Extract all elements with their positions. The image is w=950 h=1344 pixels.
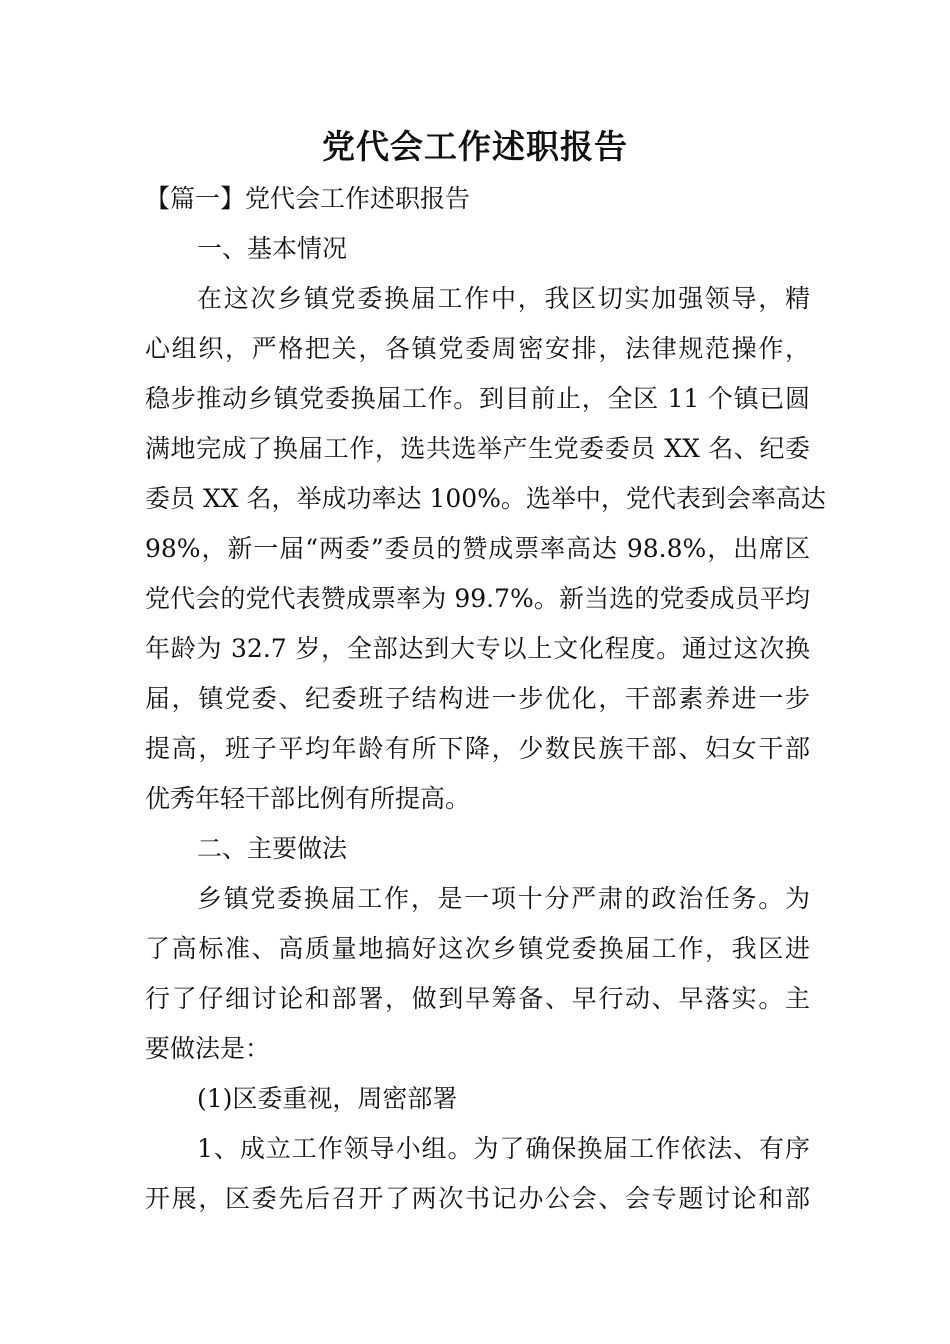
text-line: 要做法是： (145, 1034, 271, 1063)
text-line: 稳步推动乡镇党委换届工作。到目前止，全区 11 个镇已圆 (145, 384, 810, 413)
text-line: 党代会的党代表赞成票率为 99.7%。新当选的党委成员平均 (145, 584, 810, 613)
text-line: 开展，区委先后召开了两次书记办公会、会专题讨论和部 (145, 1184, 810, 1213)
text-line: 年龄为 32.7 岁，全部达到大专以上文化程度。通过这次换 (145, 634, 810, 663)
document-title: 党代会工作述职报告 (322, 127, 628, 166)
text-line: 优秀年轻干部比例有所提高。 (145, 784, 471, 813)
text-line: 二、主要做法 (197, 834, 348, 863)
section-heading: 【篇一】党代会工作述职报告 (145, 184, 471, 213)
text-line: 1、成立工作领导小组。为了确保换届工作依法、有序 (197, 1134, 810, 1163)
text-line: 行了仔细讨论和部署，做到早筹备、早行动、早落实。主 (145, 984, 810, 1013)
text-line: 委员 XX 名，举成功率达 100%。选举中，党代表到会率高达 (145, 484, 826, 513)
text-line: 98%，新一届“两委”委员的赞成票率高达 98.8%，出席区 (145, 534, 810, 563)
text-line: 届，镇党委、纪委班子结构进一步优化，干部素养进一步 (145, 684, 810, 713)
text-line: 心组织，严格把关，各镇党委周密安排，法律规范操作， (145, 334, 810, 363)
text-line: 提高，班子平均年龄有所下降，少数民族干部、妇女干部 (145, 734, 810, 763)
text-line: 乡镇党委换届工作，是一项十分严肃的政治任务。为 (197, 884, 810, 913)
text-line: 满地完成了换届工作，选共选举产生党委委员 XX 名、纪委 (145, 434, 810, 463)
text-line: 一、基本情况 (197, 234, 348, 263)
text-line: (1)区委重视，周密部署 (197, 1084, 458, 1113)
text-line: 在这次乡镇党委换届工作中，我区切实加强领导，精 (197, 284, 810, 313)
document-body (145, 174, 826, 1224)
text-line: 了高标准、高质量地搞好这次乡镇党委换届工作，我区进 (145, 934, 810, 963)
